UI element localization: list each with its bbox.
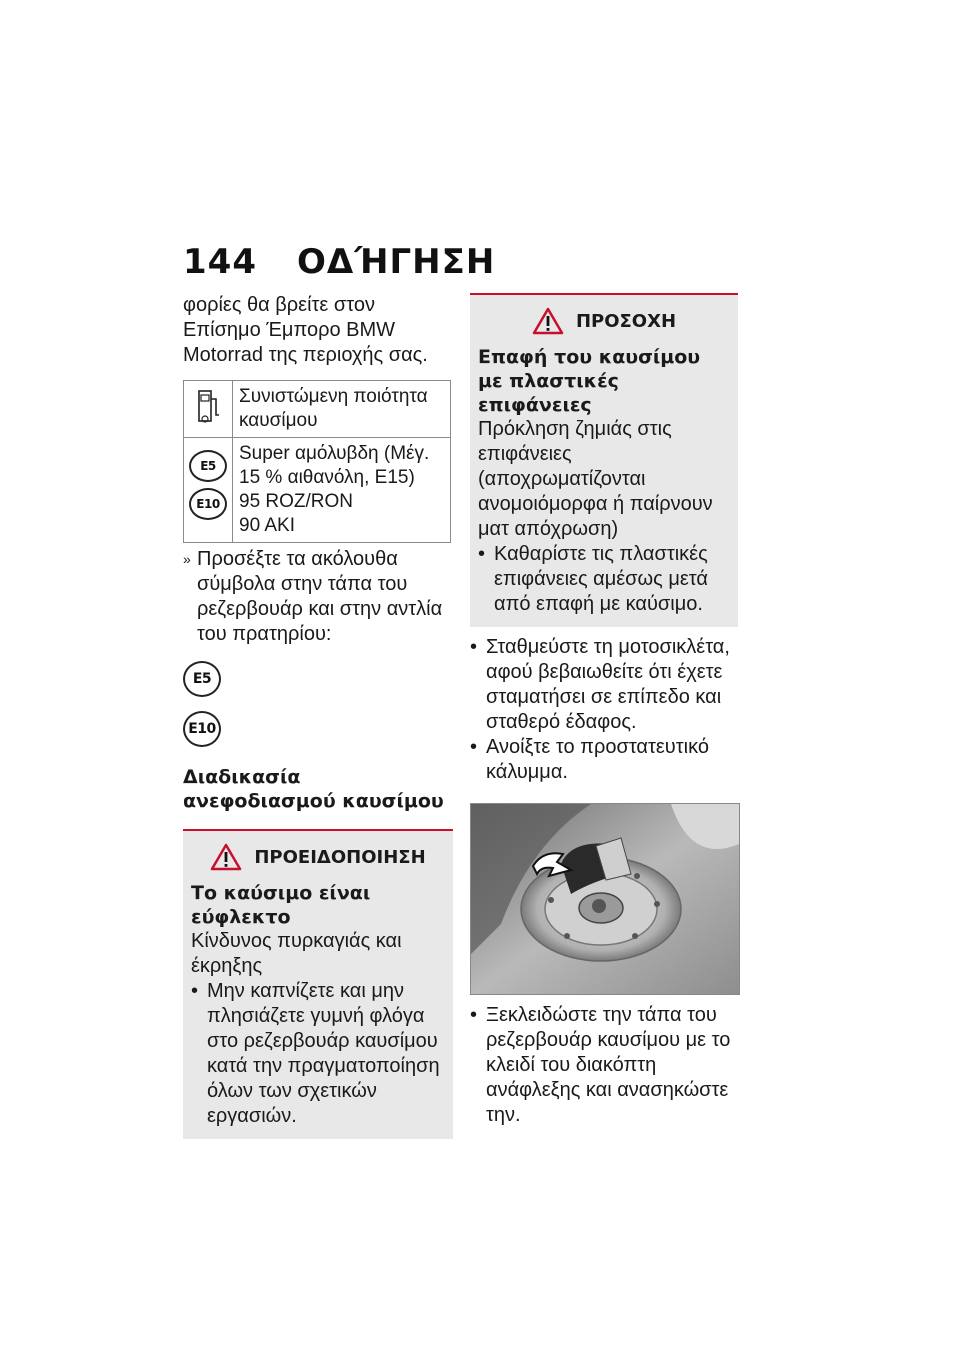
bullet-dot: •	[470, 1004, 478, 1026]
bullet-text: Ξεκλειδώστε την τάπα του ρεζερβουάρ καυσίμου με το κλειδί του διακόπτη ανάφλεξης και ανασηκώστε την.	[486, 1004, 731, 1126]
step-marker: »	[183, 551, 191, 567]
fuel-quality-label: Συνιστώμενη ποιότητα καυσίμου	[233, 381, 451, 438]
procedure-heading: Διαδικασία ανεφοδιασμού καυσίμου	[183, 766, 444, 812]
fuel-spec-line: Super αμόλυβδη (Μέγ.	[239, 443, 430, 464]
fuel-table	[183, 380, 451, 543]
page-header	[183, 242, 495, 282]
warning-triangle-icon	[532, 307, 564, 335]
table-row	[184, 438, 451, 543]
fuel-pump-icon	[184, 381, 233, 438]
caution-bullet	[478, 542, 730, 617]
warning-title: ΠΡΟΕΙΔΟΠΟΙΗΣΗ	[254, 846, 426, 868]
caution-text: Πρόκληση ζημιάς στις επιφάνειες (αποχρωματίζονται ανομοιόμορφα ή παίρνουν ματ απόχρωση)	[478, 418, 713, 540]
bullet-dot: •	[470, 736, 478, 758]
caution-heading: Επαφή του καυσίμου με πλαστικές επιφάνειες	[478, 346, 701, 416]
caution-box	[470, 293, 738, 627]
e5-icon: E5	[189, 450, 227, 482]
bullet-text: Μην καπνίζετε και μην πλησιάζετε γυμνή φλόγα στο ρεζερβουάρ καυσίμου κατά την πραγματοποίηση όλων των σχετικών εργασιών.	[207, 980, 440, 1127]
list-item	[470, 635, 738, 735]
step-check-symbols	[183, 547, 453, 647]
warning-text: Κίνδυνος πυρκαγιάς και έκρηξης	[191, 930, 402, 977]
fuel-spec-line: 90 AKI	[239, 515, 295, 536]
bullet-text: Σταθμεύστε τη μοτοσικλέτα, αφού βεβαιωθείτε ότι έχετε σταματήσει σε επίπεδο και σταθερό έδαφος.	[486, 636, 730, 733]
bullet-text: Ανοίξτε το προστατευτικό κάλυμμα.	[486, 736, 709, 783]
e10-icon: E10	[189, 488, 227, 520]
page-number: 144	[183, 242, 257, 282]
fuel-spec-line: 95 ROZ/RON	[239, 491, 354, 512]
warning-heading: Το καύσιμο είναι εύφλεκτο	[191, 882, 371, 928]
right-column	[470, 293, 738, 1128]
warning-triangle-icon	[210, 843, 242, 871]
warning-bullet	[191, 979, 445, 1129]
left-column	[183, 293, 453, 1139]
list-item	[470, 735, 738, 785]
bullet-dot: •	[191, 980, 199, 1002]
step-text: Προσέξτε τα ακόλουθα σύμβολα στην τάπα του ρεζερβουάρ και στην αντλία του πρατηρίου:	[197, 548, 443, 645]
e10-icon: E10	[183, 711, 221, 747]
table-row	[184, 381, 451, 438]
caution-title: ΠΡΟΣΟΧΗ	[575, 310, 677, 332]
bullet-dot: •	[470, 636, 478, 658]
bullet-dot: •	[478, 543, 486, 565]
e5-icon: E5	[183, 661, 221, 697]
warning-box	[183, 829, 453, 1139]
section-title: ΟΔΉΓΗΣΗ	[296, 242, 496, 282]
fuel-spec	[233, 438, 451, 543]
intro-text: φορίες θα βρείτε στον Επίσημο Έμπορο BMW Motorrad της περιοχής σας.	[183, 294, 428, 366]
bullet-text: Καθαρίστε τις πλαστικές επιφάνειες αμέσως μετά από επαφή με καύσιμο.	[494, 543, 708, 615]
list-item	[470, 1003, 738, 1128]
fuel-spec-line: 15 % αιθανόλη, E15)	[239, 467, 415, 488]
fuel-cap-photo	[470, 803, 740, 995]
